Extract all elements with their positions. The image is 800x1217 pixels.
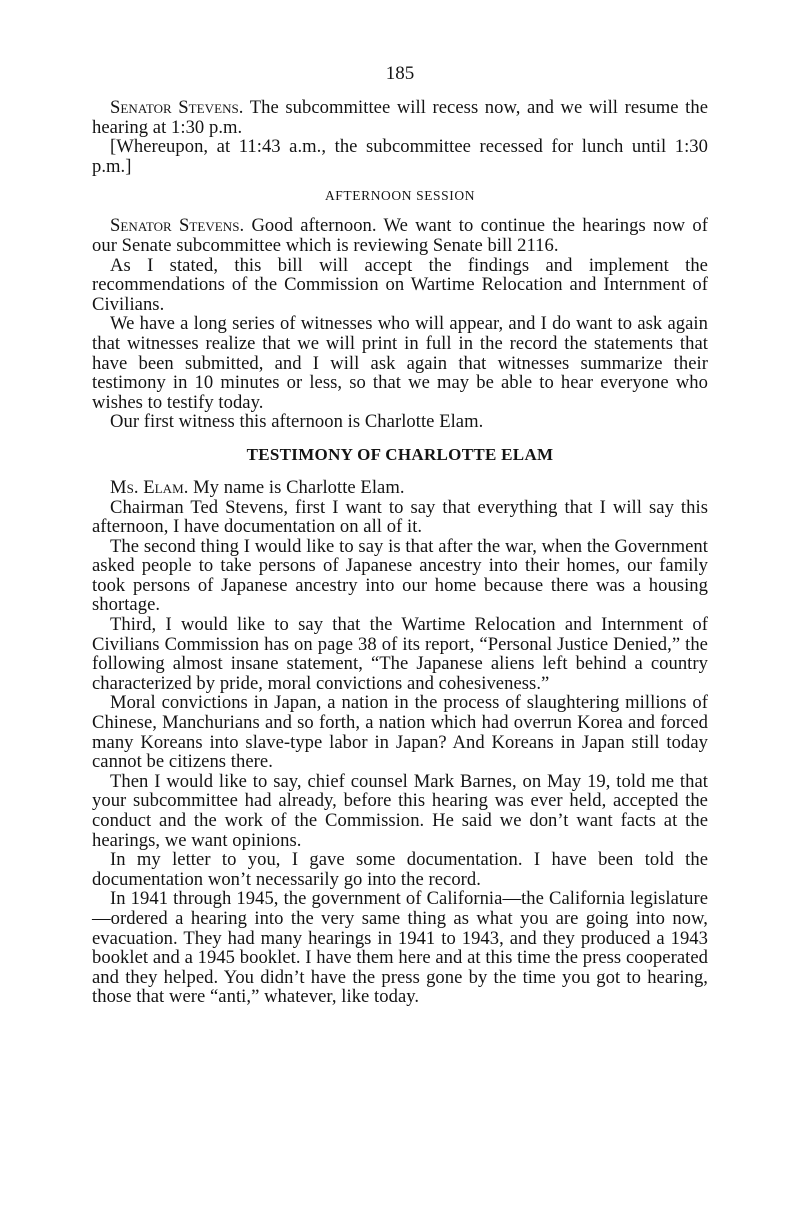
speaker-name: Ms. Elam. [110, 476, 189, 498]
paragraph-text: As I stated, this bill will accept the findings and implement the recommendations of the Commission on Wartime Relocation and Internment of Civilians. [92, 254, 708, 315]
page-number: 185 [385, 63, 415, 84]
speaker-name: Senator Stevens. [110, 97, 244, 118]
paragraph [92, 98, 708, 137]
paragraph [92, 889, 708, 1007]
paragraph-text: We have a long series of witnesses who will appear, and I do want to ask again that witnesses realize that we will print in full in the record the statements that have been submitted, and I will ask again that witnesses summarize their testimony in 10 minutes or less, so that we may be able to hear everyone who wishes to testify today. [92, 313, 708, 413]
paragraph-group-testimony [92, 478, 708, 1007]
paragraph-text: The second thing I would like to say is that after the war, when the Government asked people to take persons of Japanese ancestry into their homes, our family took persons of Japanese ancestry into our home because there was a housing shortage. [92, 535, 708, 616]
paragraph-text: Chairman Ted Stevens, first I want to say that everything that I will say this afternoon, I have documentation on all of it. [92, 496, 708, 538]
paragraph-text: Moral convictions in Japan, a nation in the process of slaughtering millions of Chinese, Manchurians and so forth, a nation which had overrun Korea and forced many Koreans into slave-type labor in Japan? And Koreans in Japan still today cannot be citizens there. [92, 692, 708, 773]
paragraph-text: In my letter to you, I gave some documentation. I have been told the documentation won’t necessarily go into the record. [92, 849, 708, 890]
paragraph-text: In 1941 through 1945, the government of California—the California legislature—ordered a hearing into the very same thing as what you are going into now, evacuation. They had many hearings in 1941 to 1943, and they produced a 1943 booklet and a 1945 booklet. I have them here and at this time the press cooperated and they helped. You didn’t have the press gone by the time you got to hearing, those that were “anti,” whatever, like today. [92, 888, 708, 1008]
paragraph-text: My name is Charlotte Elam. [188, 476, 405, 498]
paragraph [92, 256, 708, 315]
paragraph [92, 216, 708, 255]
paragraph [92, 615, 708, 693]
paragraph [92, 537, 708, 615]
paragraph-text: Good afternoon. We want to continue the hearings now of our Senate subcommittee which is reviewing Senate bill 2116. [92, 215, 708, 256]
paragraph-text: Then I would like to say, chief counsel Mark Barnes, on May 19, told me that your subcommittee had already, before this hearing was ever held, accepted the conduct and the work of the Commission. He said we don’t want facts at the hearings, we want opinions. [92, 770, 708, 851]
paragraph-text: The subcommittee will recess now, and we will resume the hearing at 1:30 p.m. [92, 97, 708, 138]
paragraph [92, 478, 708, 498]
section-heading-afternoon: AFTERNOON SESSION [324, 188, 476, 204]
section-heading-testimony: TESTIMONY OF CHARLOTTE ELAM [246, 444, 554, 464]
paragraph [92, 412, 708, 432]
paragraph-group-morning [92, 98, 708, 176]
paragraph-text: [Whereupon, at 11:43 a.m., the subcommittee recessed for lunch until 1:30 p.m.] [92, 136, 708, 177]
paragraph [92, 498, 708, 537]
paragraph-text: Our first witness this afternoon is Charlotte Elam. [110, 411, 484, 433]
paragraph [92, 693, 708, 771]
paragraph-group-afternoon [92, 216, 708, 432]
document-page [92, 62, 708, 1007]
speaker-name: Senator Stevens. [110, 215, 245, 237]
paragraph [92, 850, 708, 889]
paragraph [92, 137, 708, 176]
paragraph [92, 772, 708, 850]
paragraph [92, 314, 708, 412]
paragraph-text: Third, I would like to say that the Wartime Relocation and Internment of Civilians Commission has on page 38 of its report, “Personal Justice Denied,” the following almost insane statement, “The Japanese aliens left behind a country characterized by pride, moral convictions and cohesiveness.” [92, 614, 708, 694]
